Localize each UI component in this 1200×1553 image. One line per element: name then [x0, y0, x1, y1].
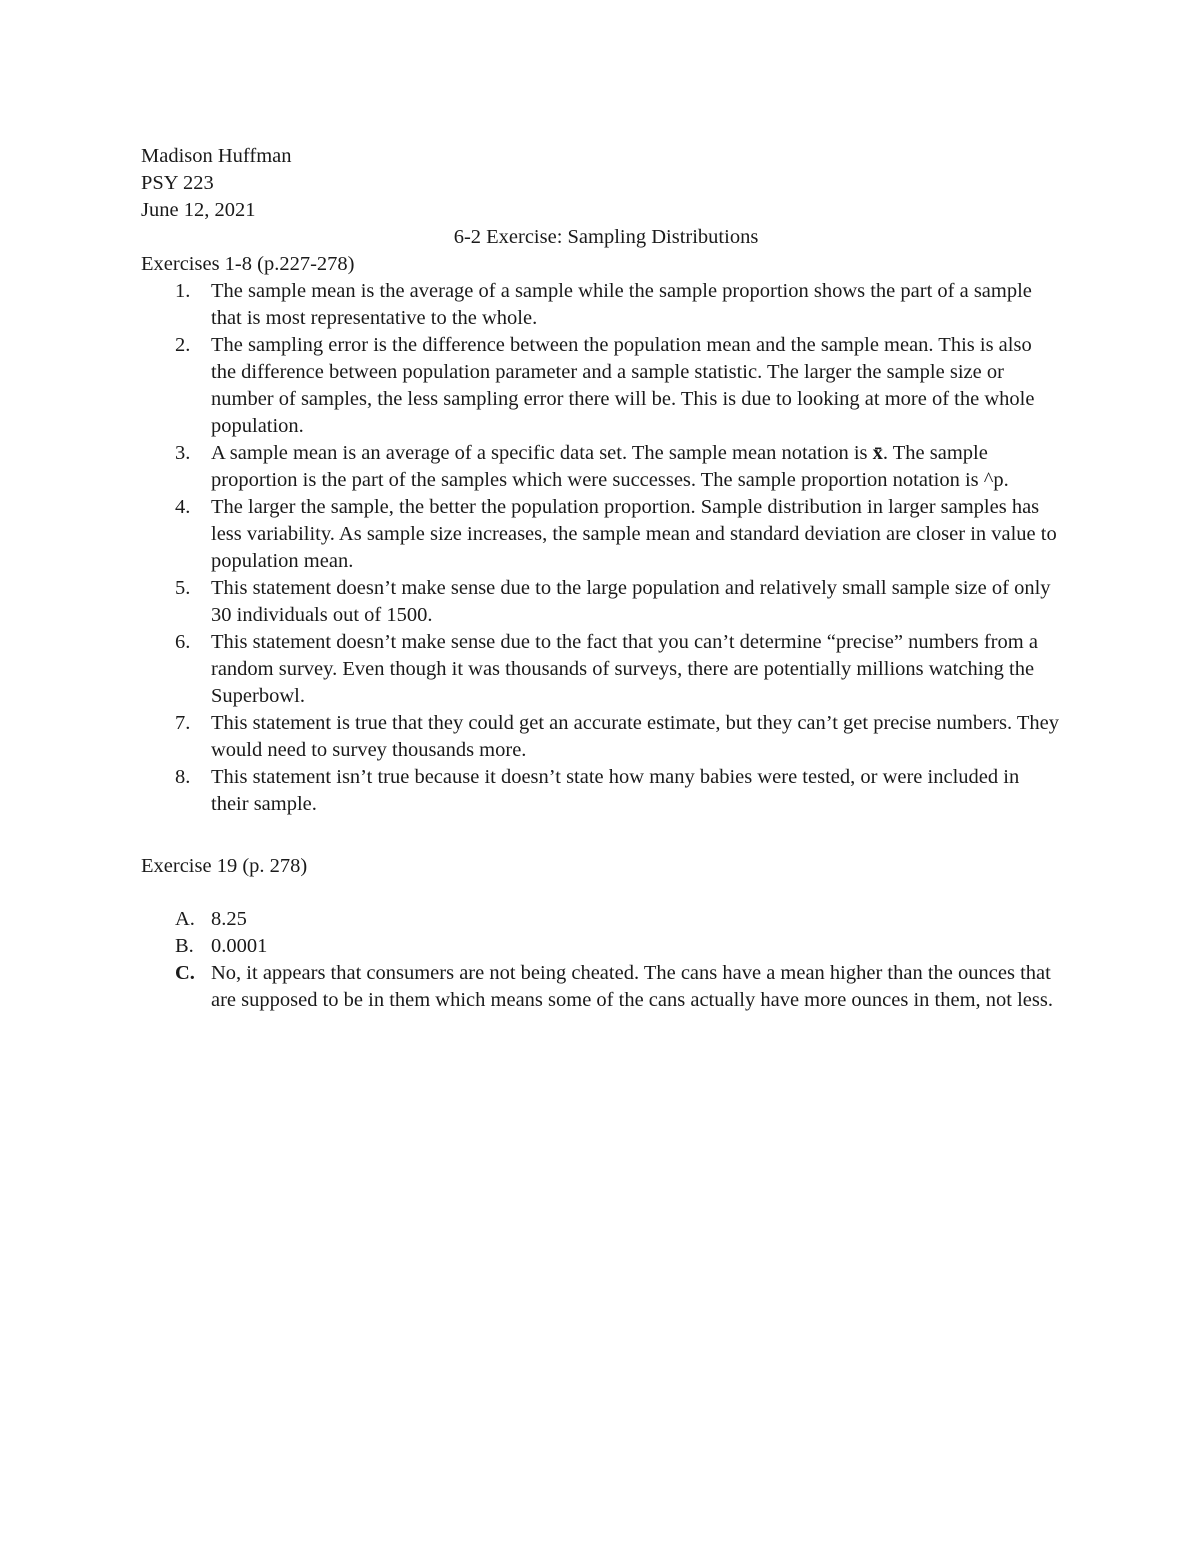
- section-heading-exercises-1-8: Exercises 1-8 (p.227-278): [141, 253, 355, 275]
- section-heading-exercise-19: Exercise 19 (p. 278): [141, 855, 308, 877]
- list-item-text: 8.25: [211, 908, 247, 930]
- list-marker: A.: [175, 908, 195, 930]
- exercise-19-list: [141, 906, 1061, 1014]
- document-body: [141, 143, 1061, 1014]
- list-item: [141, 629, 1061, 710]
- list-item-text: The sampling error is the difference between the population mean and the sample mean. This is also the difference between population parameter and a sample statistic. The larger the sample size or number of samples, the less sampling error there will be. This is due to looking at more of the whole population.: [211, 334, 1035, 437]
- list-item-text-after: . The sample proportion is the part of the samples which were successes. The sample proportion notation is ^p.: [211, 442, 1009, 491]
- list-item-text: This statement doesn’t make sense due to the fact that you can’t determine “precise” numbers from a random survey. Even though it was thousands of surveys, there are potentially millions watching the Superbowl.: [211, 631, 1038, 707]
- list-item: [141, 332, 1061, 440]
- exercises-1-8-list: [141, 278, 1061, 818]
- list-item-text: This statement doesn’t make sense due to the large population and relatively small sample size of only 30 individuals out of 1500.: [211, 577, 1051, 626]
- list-marker: C.: [175, 962, 195, 984]
- list-item-text-before: A sample mean is an average of a specific data set. The sample mean notation is: [211, 442, 873, 464]
- list-marker: 3.: [175, 442, 191, 464]
- list-item-text: [211, 442, 1009, 491]
- section-spacer: [141, 880, 1061, 906]
- list-item-text: This statement isn’t true because it doesn’t state how many babies were tested, or were included in their sample.: [211, 766, 1020, 815]
- list-item: [141, 710, 1061, 764]
- section-spacer: [141, 818, 1061, 853]
- list-item: [141, 440, 1061, 494]
- list-item: [141, 960, 1061, 1014]
- list-marker: 2.: [175, 334, 191, 356]
- list-item: [141, 575, 1061, 629]
- list-item-text: 0.0001: [211, 935, 268, 957]
- list-marker: 6.: [175, 631, 191, 653]
- document-date: June 12, 2021: [141, 199, 256, 221]
- list-item-text: This statement is true that they could get an accurate estimate, but they can’t get precise numbers. They would need to survey thousands more.: [211, 712, 1059, 761]
- list-item: [141, 764, 1061, 818]
- list-marker: 7.: [175, 712, 191, 734]
- list-item: [141, 906, 1061, 933]
- list-item: [141, 933, 1061, 960]
- list-item-text: The larger the sample, the better the population proportion. Sample distribution in larger samples has less variability. As sample size increases, the sample mean and standard deviation are closer in value to population mean.: [211, 496, 1057, 572]
- course-code: PSY 223: [141, 172, 214, 194]
- document-title: 6-2 Exercise: Sampling Distributions: [453, 226, 759, 248]
- author-name: Madison Huffman: [141, 145, 292, 167]
- list-marker: 1.: [175, 280, 191, 302]
- list-item-text: The sample mean is the average of a sample while the sample proportion shows the part of a sample that is most representative to the whole.: [211, 280, 1032, 329]
- list-marker: B.: [175, 935, 194, 957]
- list-marker: 4.: [175, 496, 191, 518]
- list-item: [141, 494, 1061, 575]
- list-item-text: No, it appears that consumers are not being cheated. The cans have a mean higher than the ounces that are supposed to be in them which means some of the cans actually have more ounces in them, not less.: [211, 962, 1053, 1011]
- list-item: [141, 278, 1061, 332]
- list-marker: 8.: [175, 766, 191, 788]
- sample-mean-symbol: x̄: [872, 442, 883, 464]
- list-marker: 5.: [175, 577, 191, 599]
